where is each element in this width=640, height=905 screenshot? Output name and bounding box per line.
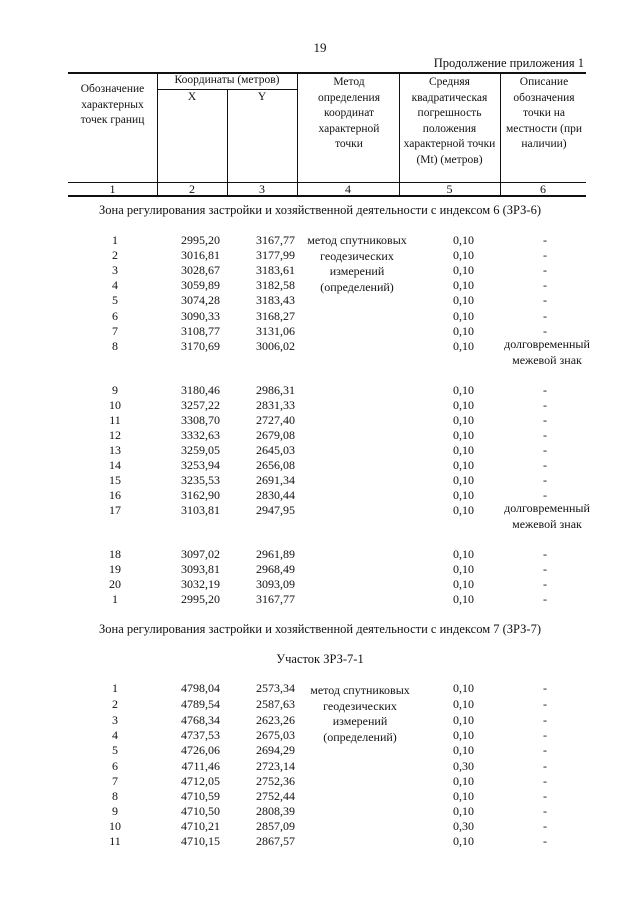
table-row — [0, 309, 640, 324]
point-number: 7 — [112, 324, 118, 338]
point-number: 14 — [109, 458, 121, 472]
coord-x: 4710,15 — [181, 834, 220, 848]
point-number: 1 — [112, 681, 118, 695]
coord-x: 2995,20 — [181, 592, 220, 606]
point-number: 2 — [112, 697, 118, 711]
coord-y: 2675,03 — [256, 728, 295, 742]
error-value: 0,10 — [453, 774, 474, 788]
coord-y: 2831,33 — [256, 398, 295, 412]
error-value: 0,30 — [453, 819, 474, 833]
coord-y: 3183,43 — [256, 293, 295, 307]
error-value: 0,10 — [453, 562, 474, 576]
coord-x: 3332,63 — [181, 428, 220, 442]
coord-y: 2752,36 — [256, 774, 295, 788]
table-row — [0, 804, 640, 819]
error-value: 0,10 — [453, 681, 474, 695]
coord-y: 2723,14 — [256, 759, 295, 773]
coord-x: 3028,67 — [181, 263, 220, 277]
point-number: 6 — [112, 309, 118, 323]
coord-x: 3093,81 — [181, 562, 220, 576]
error-value: 0,10 — [453, 233, 474, 247]
table-row — [0, 337, 640, 367]
table-row — [0, 428, 640, 443]
coord-x: 3170,69 — [181, 339, 220, 353]
point-number: 12 — [109, 428, 121, 442]
error-value: 0,10 — [453, 547, 474, 561]
table-row — [0, 759, 640, 774]
page-number: 19 — [313, 40, 327, 55]
coord-x: 4710,59 — [181, 789, 220, 803]
column-number: 4 — [345, 182, 351, 196]
error-value: 0,10 — [453, 458, 474, 472]
table-row — [0, 248, 640, 263]
coord-x: 4712,05 — [181, 774, 220, 788]
point-description: - — [543, 263, 547, 277]
point-number: 3 — [112, 713, 118, 727]
table-row — [0, 713, 640, 728]
error-value: 0,10 — [453, 443, 474, 457]
error-value: 0,10 — [453, 804, 474, 818]
error-value: 0,10 — [453, 488, 474, 502]
point-description: - — [543, 713, 547, 727]
coord-x: 4737,53 — [181, 728, 220, 742]
error-value: 0,10 — [453, 248, 474, 262]
continuation-label: Продолжение приложения 1 — [433, 56, 584, 70]
coord-y: 2752,44 — [256, 789, 295, 803]
header-y: Y — [257, 91, 267, 103]
error-value: 0,10 — [453, 413, 474, 427]
table-row — [0, 681, 640, 696]
coord-y: 2691,34 — [256, 473, 295, 487]
table-row — [0, 443, 640, 458]
point-description: - — [543, 443, 547, 457]
table-row — [0, 383, 640, 398]
coord-y: 2986,31 — [256, 383, 295, 397]
coord-x: 3103,81 — [181, 503, 220, 517]
point-description: - — [543, 383, 547, 397]
coord-x: 3308,70 — [181, 413, 220, 427]
point-number: 9 — [112, 804, 118, 818]
coord-y: 2968,49 — [256, 562, 295, 576]
point-description: - — [543, 804, 547, 818]
point-number: 18 — [109, 547, 121, 561]
point-number: 6 — [112, 759, 118, 773]
coord-y: 2867,57 — [256, 834, 295, 848]
point-number: 11 — [109, 834, 121, 848]
table-row — [0, 819, 640, 834]
coord-x: 4710,50 — [181, 804, 220, 818]
point-number: 10 — [109, 398, 121, 412]
coord-x: 3074,28 — [181, 293, 220, 307]
zone7-subtitle: Участок ЗРЗ-7-1 — [276, 652, 364, 666]
point-description: - — [543, 233, 547, 247]
coord-x: 3016,81 — [181, 248, 220, 262]
error-value: 0,10 — [453, 789, 474, 803]
coord-y: 3168,27 — [256, 309, 295, 323]
table-row — [0, 743, 640, 758]
point-number: 1 — [112, 592, 118, 606]
error-value: 0,10 — [453, 278, 474, 292]
coord-y: 3167,77 — [256, 233, 295, 247]
coord-x: 4798,04 — [181, 681, 220, 695]
coord-x: 3253,94 — [181, 458, 220, 472]
zone7-title: Зона регулирования застройки и хозяйственной деятельности с индексом 7 (ЗРЗ-7) — [99, 622, 541, 636]
coord-x: 3162,90 — [181, 488, 220, 502]
point-description: долговременный межевой знак — [504, 337, 590, 367]
point-description: - — [543, 759, 547, 773]
table-row — [0, 774, 640, 789]
coord-x: 3090,33 — [181, 309, 220, 323]
error-value: 0,10 — [453, 577, 474, 591]
point-description: - — [543, 728, 547, 742]
header-x: X — [187, 91, 197, 103]
coord-y: 2656,08 — [256, 458, 295, 472]
table-header — [68, 72, 586, 196]
table-row — [0, 398, 640, 413]
error-value: 0,10 — [453, 834, 474, 848]
point-description: - — [543, 488, 547, 502]
coord-y: 3006,02 — [256, 339, 295, 353]
error-value: 0,10 — [453, 473, 474, 487]
table-row — [0, 293, 640, 308]
coord-y: 2727,40 — [256, 413, 295, 427]
coord-x: 2995,20 — [181, 233, 220, 247]
point-number: 8 — [112, 789, 118, 803]
point-number: 3 — [112, 263, 118, 277]
header-description: Описание обозначения точки на местности (при наличии) — [505, 76, 583, 150]
table-row — [0, 233, 640, 248]
point-description: - — [543, 413, 547, 427]
point-description: - — [543, 428, 547, 442]
error-value: 0,10 — [453, 293, 474, 307]
point-number: 8 — [112, 339, 118, 353]
point-description: - — [543, 398, 547, 412]
coord-y: 3177,99 — [256, 248, 295, 262]
coord-x: 3059,89 — [181, 278, 220, 292]
coord-y: 2857,09 — [256, 819, 295, 833]
point-number: 4 — [112, 278, 118, 292]
table-row — [0, 473, 640, 488]
coord-y: 2679,08 — [256, 428, 295, 442]
coord-x: 4726,06 — [181, 743, 220, 757]
point-description: - — [543, 324, 547, 338]
error-value: 0,10 — [453, 339, 474, 353]
table-row — [0, 458, 640, 473]
point-number: 1 — [112, 233, 118, 247]
coord-x: 3108,77 — [181, 324, 220, 338]
coord-y: 2645,03 — [256, 443, 295, 457]
error-value: 0,10 — [453, 697, 474, 711]
coord-x: 4710,21 — [181, 819, 220, 833]
table-row — [0, 413, 640, 428]
coord-x: 3259,05 — [181, 443, 220, 457]
column-number: 3 — [259, 182, 265, 196]
coord-x: 4711,46 — [181, 759, 220, 773]
coord-y: 2573,34 — [256, 681, 295, 695]
zone6-method: метод спутниковых геодезических измерений (определений) — [307, 233, 407, 294]
table-row — [0, 789, 640, 804]
point-number: 4 — [112, 728, 118, 742]
point-number: 11 — [109, 413, 121, 427]
point-number: 7 — [112, 774, 118, 788]
point-number: 9 — [112, 383, 118, 397]
point-description: - — [543, 819, 547, 833]
table-row — [0, 547, 640, 562]
header-method: Метод определения координат характерной точки — [317, 76, 380, 150]
coord-x: 4789,54 — [181, 697, 220, 711]
point-number: 10 — [109, 819, 121, 833]
error-value: 0,10 — [453, 592, 474, 606]
coord-x: 3032,19 — [181, 577, 220, 591]
error-value: 0,10 — [453, 398, 474, 412]
coord-x: 3257,22 — [181, 398, 220, 412]
coord-y: 3183,61 — [256, 263, 295, 277]
error-value: 0,10 — [453, 713, 474, 727]
table-row — [0, 728, 640, 743]
error-value: 0,10 — [453, 503, 474, 517]
point-description: - — [543, 458, 547, 472]
zone6-title: Зона регулирования застройки и хозяйственной деятельности с индексом 6 (ЗРЗ-6) — [99, 203, 541, 217]
header-point-designation: Обозначение характерных точек границ — [80, 83, 145, 126]
coord-y: 3167,77 — [256, 592, 295, 606]
coord-y: 2587,63 — [256, 697, 295, 711]
error-value: 0,30 — [453, 759, 474, 773]
error-value: 0,10 — [453, 383, 474, 397]
point-number: 5 — [112, 293, 118, 307]
error-value: 0,10 — [453, 309, 474, 323]
point-description: - — [543, 697, 547, 711]
header-error: Средняя квадратическая погрешность положения характерной точки (Mt) (метров) — [403, 76, 496, 166]
column-number: 5 — [446, 182, 453, 196]
error-value: 0,10 — [453, 743, 474, 757]
table-row — [0, 577, 640, 592]
point-description: - — [543, 789, 547, 803]
point-description: - — [543, 592, 547, 606]
point-description: - — [543, 562, 547, 576]
point-description: - — [543, 774, 547, 788]
column-number: 1 — [109, 182, 116, 196]
point-description: - — [543, 248, 547, 262]
column-number: 2 — [189, 182, 195, 196]
point-number: 15 — [109, 473, 121, 487]
point-description: - — [543, 309, 547, 323]
point-number: 17 — [109, 503, 121, 517]
table-row — [0, 592, 640, 607]
coord-y: 2830,44 — [256, 488, 295, 502]
point-number: 20 — [109, 577, 121, 591]
coord-y: 2623,26 — [256, 713, 295, 727]
coord-y: 3093,09 — [256, 577, 295, 591]
point-description: долговременный межевой знак — [504, 501, 590, 531]
error-value: 0,10 — [453, 428, 474, 442]
coord-y: 3182,58 — [256, 278, 295, 292]
header-coordinates: Координаты (метров) — [174, 74, 280, 86]
coord-y: 2947,95 — [256, 503, 295, 517]
point-description: - — [543, 681, 547, 695]
column-number: 6 — [540, 182, 546, 196]
point-description: - — [543, 293, 547, 307]
point-description: - — [543, 278, 547, 292]
coord-y: 3131,06 — [256, 324, 295, 338]
point-number: 13 — [109, 443, 121, 457]
coord-x: 3180,46 — [181, 383, 220, 397]
point-number: 5 — [112, 743, 118, 757]
table-row — [0, 263, 640, 278]
point-description: - — [543, 743, 547, 757]
point-description: - — [543, 547, 547, 561]
table-row — [0, 278, 640, 293]
coord-y: 2808,39 — [256, 804, 295, 818]
error-value: 0,10 — [453, 263, 474, 277]
point-number: 19 — [109, 562, 121, 576]
point-number: 2 — [112, 248, 118, 262]
zone7-method: метод спутниковых геодезических измерений (определений) — [310, 683, 410, 744]
point-description: - — [543, 473, 547, 487]
point-description: - — [543, 577, 547, 591]
point-description: - — [543, 834, 547, 848]
table-row — [0, 501, 640, 531]
coord-x: 4768,34 — [181, 713, 220, 727]
table-row — [0, 834, 640, 849]
table-row — [0, 562, 640, 577]
error-value: 0,10 — [453, 324, 474, 338]
point-number: 16 — [109, 488, 121, 502]
table-row — [0, 697, 640, 712]
coord-y: 2961,89 — [256, 547, 295, 561]
error-value: 0,10 — [453, 728, 474, 742]
coord-x: 3235,53 — [181, 473, 220, 487]
coord-x: 3097,02 — [181, 547, 220, 561]
coord-y: 2694,29 — [256, 743, 295, 757]
